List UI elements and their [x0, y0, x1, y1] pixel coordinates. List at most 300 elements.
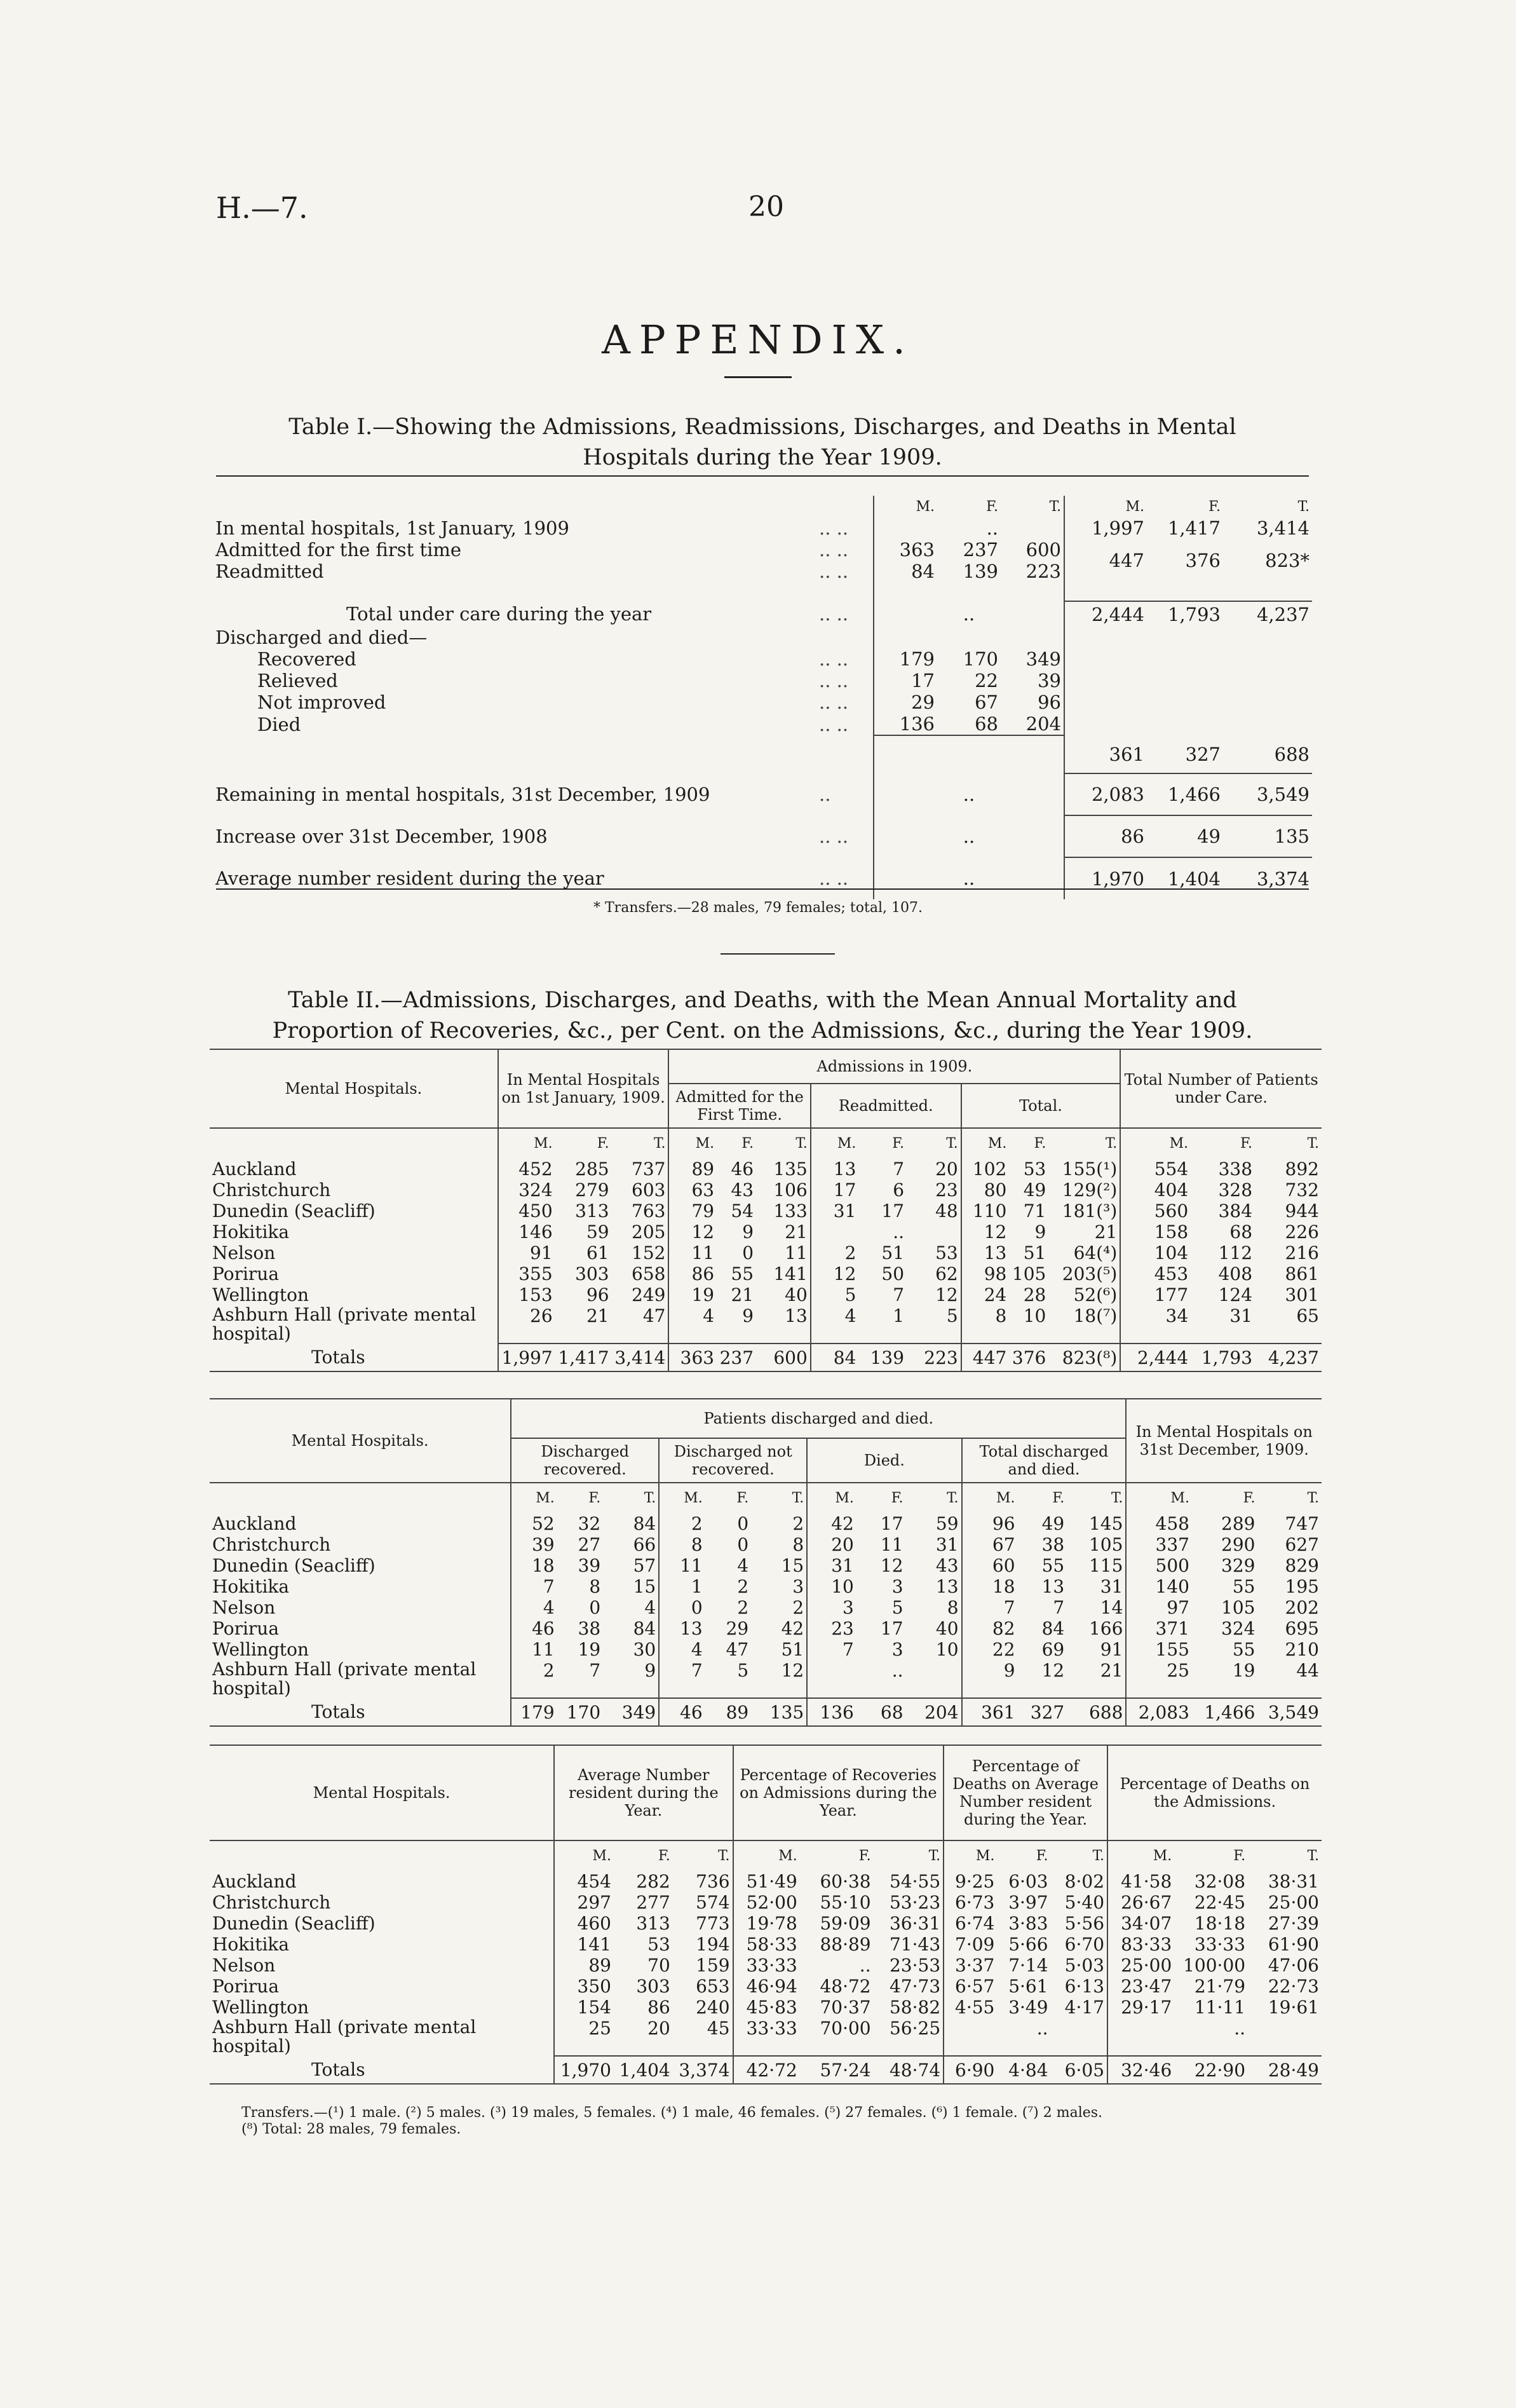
cell-value: 22·45	[1194, 1892, 1246, 1913]
cell-value: 10	[1023, 1305, 1046, 1326]
cell-value: 9	[603, 1660, 659, 1698]
cell-value: 944	[1285, 1201, 1319, 1221]
cell-value: 60·38	[820, 1871, 871, 1892]
cell-value: 25·00	[1121, 1955, 1172, 1976]
t1-col-f2: F.	[1208, 498, 1221, 515]
cell-value: 19	[1232, 1660, 1255, 1681]
cell-value: 13	[680, 1618, 703, 1639]
cell-value: 63	[691, 1180, 715, 1201]
t1-row-admitted: Admitted for the first time .. .. 363 237 600 447 376 823*	[215, 539, 1310, 571]
cell-value: 84	[1041, 1618, 1065, 1639]
cell-value: 1	[893, 1305, 905, 1326]
table1-caption	[191, 412, 1334, 473]
total-value: 22·90	[1174, 2056, 1248, 2084]
t2p3-h-prec: Percentage of Recoveries on Admissions during the Year.	[733, 1745, 944, 1840]
table2-footnotes	[241, 2105, 1102, 2138]
cell-value: 154	[577, 1997, 611, 2018]
cell-value: 58·33	[746, 1934, 797, 1955]
total-value: 363	[668, 1343, 717, 1371]
cell-value: 11	[532, 1639, 555, 1660]
table2-caption	[191, 985, 1334, 1046]
cell-value: 47	[612, 1305, 669, 1343]
cell-value: 5·66	[1008, 1934, 1048, 1955]
total-value: 1,997	[498, 1343, 555, 1371]
t1-row-died: Died .. .. 136 68 204	[213, 713, 1312, 735]
cell-value: 61	[586, 1242, 609, 1263]
cell-value: 124	[1218, 1284, 1253, 1305]
cell-value: 279	[575, 1180, 609, 1201]
cell-value: 313	[636, 1913, 670, 1934]
cell-value: 7	[589, 1660, 601, 1681]
cell-value: 658	[612, 1263, 669, 1284]
cell-value: 8	[589, 1576, 601, 1597]
mft-label: M.	[684, 1490, 703, 1506]
cell-value: 112	[1218, 1242, 1253, 1263]
cell-value: 40	[756, 1284, 811, 1305]
cell-value: 737	[612, 1159, 669, 1180]
t2p3-h-hospitals: Mental Hospitals.	[210, 1745, 554, 1840]
cell-value: 56·25	[874, 2018, 944, 2056]
total-value: 4·84	[997, 2056, 1050, 2084]
cell-value: 49	[1023, 1180, 1046, 1201]
cell-value: 46·94	[746, 1976, 797, 1997]
hospital-name: Auckland	[210, 1871, 554, 1892]
cell-value: 240	[673, 1997, 733, 2018]
mft-label: M.	[1153, 1848, 1172, 1864]
total-value: 1,417	[555, 1343, 612, 1371]
cell-value: 21·79	[1194, 1976, 1246, 1997]
cell-value: 31	[831, 1555, 854, 1576]
hospital-name: Hokitika	[210, 1576, 511, 1597]
cell-value: 2	[543, 1660, 555, 1681]
cell-value: 53	[907, 1242, 961, 1263]
cell-value: 574	[673, 1892, 733, 1913]
cell-value: 2	[751, 1513, 807, 1534]
cell-value: 313	[575, 1201, 609, 1221]
total-value: 447	[961, 1343, 1010, 1371]
cell-value: 106	[756, 1180, 811, 1201]
total-value: 57·24	[800, 2056, 874, 2084]
cell-value: 129(²)	[1048, 1180, 1120, 1201]
cell-value: 45	[673, 2018, 733, 2056]
cell-value: 4·55	[955, 1997, 995, 2018]
table1-footnote: * Transfers.—28 males, 79 females; total, 107.	[593, 900, 923, 916]
hospital-name: Wellington	[210, 1284, 498, 1305]
cell-value: 44	[1296, 1660, 1319, 1681]
table-row	[210, 1660, 1322, 1698]
cell-value: 7·14	[1008, 1955, 1048, 1976]
table-row	[210, 1913, 1322, 1934]
cell-value: 5	[844, 1284, 856, 1305]
cell-value: 23	[907, 1180, 961, 1201]
cell-value: 3·97	[1008, 1892, 1048, 1913]
cell-value: 653	[673, 1976, 733, 1997]
cell-value: 33·33	[746, 2018, 797, 2039]
total-value: 327	[1018, 1698, 1067, 1726]
page-title: APPENDIX.	[602, 316, 914, 363]
cell-value: 12	[907, 1284, 961, 1305]
mft-label: T.	[1307, 1490, 1319, 1506]
cell-value: 6·03	[1008, 1871, 1048, 1892]
hospital-name: Christchurch	[210, 1534, 511, 1555]
cell-value: 9	[742, 1305, 754, 1326]
cell-value: 70·37	[820, 1997, 871, 2018]
cell-value: 21	[756, 1221, 811, 1242]
cell-value: 1	[691, 1576, 703, 1597]
mft-label: M.	[835, 1490, 854, 1506]
cell-value: 46	[731, 1159, 754, 1180]
total-value: 32·46	[1107, 2056, 1174, 2084]
total-value: 1,793	[1191, 1343, 1255, 1371]
cell-value: 43	[731, 1180, 754, 1201]
cell-value: 18	[992, 1576, 1015, 1597]
cell-value: 453	[1154, 1263, 1189, 1284]
cell-value: 3	[891, 1576, 904, 1597]
cell-value: 328	[1218, 1180, 1253, 1201]
cell-value: 55	[1232, 1639, 1255, 1660]
t1-row-not-improved: Not improved .. .. 29 67 96	[213, 691, 1312, 713]
cell-value: 15	[603, 1576, 659, 1597]
cell-value	[1248, 2018, 1322, 2056]
cell-value: 59	[586, 1221, 609, 1242]
cell-value: 4	[844, 1305, 856, 1326]
cell-value: 324	[1221, 1618, 1255, 1639]
cell-value: 25	[1167, 1660, 1189, 1681]
page-number: 20	[748, 191, 784, 223]
cell-value: 27·39	[1268, 1913, 1319, 1934]
cell-value: 80	[984, 1180, 1007, 1201]
cell-value: 210	[1285, 1639, 1319, 1660]
cell-value: 627	[1285, 1534, 1319, 1555]
cell-value: 26	[530, 1305, 553, 1326]
cell-value: 408	[1218, 1263, 1253, 1284]
table2-part3	[210, 1745, 1322, 2085]
total-value: 3,414	[612, 1343, 669, 1371]
cell-value: 8	[751, 1534, 807, 1555]
cell-value: 24	[984, 1284, 1007, 1305]
cell-value: 96	[992, 1513, 1015, 1534]
cell-value: 100·00	[1183, 1955, 1246, 1976]
table-row	[210, 1513, 1322, 1534]
cell-value	[1107, 2018, 1174, 2056]
cell-value: 2	[737, 1576, 749, 1597]
mft-header-row	[210, 1840, 1322, 1871]
cell-value: 104	[1154, 1242, 1189, 1263]
mft-label: T.	[603, 1483, 659, 1513]
cell-value: 153	[518, 1284, 553, 1305]
cell-value: 105	[1067, 1534, 1126, 1555]
t1-row-remaining: Remaining in mental hospitals, 31st December, 1909 .. .. 2,083 1,466 3,549	[213, 773, 1312, 815]
t2p2-h-totdd: Total discharged and died.	[962, 1438, 1127, 1483]
mft-label: F.	[588, 1490, 601, 1506]
t2p1-h-jan: In Mental Hospitals on 1st January, 1909.	[498, 1049, 669, 1128]
cell-value: 52(⁶)	[1048, 1284, 1120, 1305]
cell-value: 5	[891, 1597, 904, 1618]
cell-value: 324	[518, 1180, 553, 1201]
table2-footnote-line2: (⁸) Total: 28 males, 79 females.	[241, 2121, 461, 2137]
cell-value: 6·70	[1051, 1934, 1107, 1955]
total-value: 68	[856, 1698, 906, 1726]
hospital-name: Dunedin (Seacliff)	[210, 1201, 498, 1221]
cell-value: 31	[833, 1201, 856, 1221]
cell-value: 53	[1023, 1159, 1046, 1180]
report-reference: H.—7.	[216, 191, 308, 225]
cell-value: 41·58	[1121, 1871, 1172, 1892]
table1-caption-line2: Hospitals during the Year 1909.	[583, 445, 942, 470]
mft-label: T.	[907, 1128, 961, 1159]
totals-label: Totals	[210, 2056, 554, 2084]
cell-value: 203(⁵)	[1048, 1263, 1120, 1284]
cell-value: 51	[1023, 1242, 1046, 1263]
cell-value: 4·17	[1051, 1997, 1107, 2018]
t2p3-h-avg: Average Number resident during the Year.	[554, 1745, 733, 1840]
total-value: 223	[907, 1343, 961, 1371]
cell-value: ..	[1036, 2018, 1048, 2039]
cell-value: 303	[636, 1976, 670, 1997]
cell-value: 14	[1067, 1597, 1126, 1618]
cell-value: 49	[1041, 1513, 1065, 1534]
cell-value: 55·10	[820, 1892, 871, 1913]
mft-label: M.	[536, 1490, 555, 1506]
total-value: 6·90	[944, 2056, 997, 2084]
cell-value: 70·00	[820, 2018, 871, 2039]
cell-value: 3·37	[955, 1955, 995, 1976]
cell-value: 146	[518, 1221, 553, 1242]
mft-label: T.	[1051, 1840, 1107, 1871]
cell-value: 21	[586, 1305, 609, 1326]
cell-value: 59	[906, 1513, 962, 1534]
mft-label: T.	[673, 1840, 733, 1871]
cell-value: 65	[1296, 1305, 1319, 1326]
cell-value: 89	[588, 1955, 611, 1976]
cell-value: 747	[1285, 1513, 1319, 1534]
table-row	[210, 1934, 1322, 1955]
cell-value: 5	[907, 1305, 961, 1343]
title-rule	[724, 376, 792, 378]
hospital-name: Ashburn Hall (private mental hospital)	[210, 1660, 511, 1698]
cell-value: 249	[612, 1284, 669, 1305]
t1-row-recovered: Recovered .. .. 179 170 349	[213, 648, 1312, 670]
cell-value: 355	[518, 1263, 553, 1284]
cell-value: 34·07	[1121, 1913, 1172, 1934]
cell-value: 277	[636, 1892, 670, 1913]
cell-value: 7	[543, 1576, 555, 1597]
cell-value: ..	[859, 1955, 871, 1976]
t1-col-t: T.	[1001, 496, 1064, 517]
cell-value: 51	[881, 1242, 905, 1263]
t1-row-increase: Increase over 31st December, 1908 .. .. .. 86 49 135	[213, 815, 1312, 857]
mft-label: F.	[1052, 1490, 1065, 1506]
cell-value: 6·74	[955, 1913, 995, 1934]
mft-header-row	[210, 1483, 1322, 1513]
cell-value: 8	[691, 1534, 703, 1555]
total-value: 84	[811, 1343, 859, 1371]
hospital-name: Hokitika	[210, 1934, 554, 1955]
cell-value: 12	[833, 1263, 856, 1284]
total-value: 1,404	[614, 2056, 673, 2084]
hospital-name: Ashburn Hall (private mental hospital)	[210, 2018, 554, 2056]
cell-value: 282	[636, 1871, 670, 1892]
cell-value: 13	[906, 1576, 962, 1597]
table-row	[210, 1305, 1322, 1343]
cell-value: 25	[588, 2018, 611, 2039]
cell-value: 695	[1285, 1618, 1319, 1639]
cell-value: 59·09	[820, 1913, 871, 1934]
t1-col-t2: T.	[1297, 498, 1310, 515]
total-value: 3,549	[1258, 1698, 1322, 1726]
cell-value: 5·56	[1051, 1913, 1107, 1934]
row-label: In mental hospitals, 1st January, 1909	[215, 517, 569, 539]
mft-label: T.	[612, 1128, 669, 1159]
cell-value	[1051, 2018, 1107, 2056]
table-row	[210, 1597, 1322, 1618]
table-row	[210, 1159, 1322, 1180]
table2-part1	[210, 1049, 1322, 1372]
cell-value: 66	[603, 1534, 659, 1555]
t1-row-total-care: Total under care during the year .. .. .. 2,444 1,793 4,237	[213, 601, 1312, 627]
total-value: 46	[659, 1698, 705, 1726]
cell-value: 50	[881, 1263, 905, 1284]
cell-value: 12	[984, 1221, 1007, 1242]
table-row	[210, 1180, 1322, 1201]
mft-header-row	[210, 1128, 1322, 1159]
cell-value: 603	[612, 1180, 669, 1201]
cell-value: 47·06	[1268, 1955, 1319, 1976]
cell-value: 105	[1012, 1263, 1046, 1284]
t2p1-h-hospitals: Mental Hospitals.	[210, 1049, 498, 1128]
cell-value: 338	[1218, 1159, 1253, 1180]
cell-value: 226	[1285, 1221, 1319, 1242]
cell-value: 452	[518, 1159, 553, 1180]
cell-value: 145	[1067, 1513, 1126, 1534]
t2p1-h-adm: Admissions in 1909.	[668, 1049, 1120, 1084]
cell-value: 135	[756, 1159, 811, 1180]
cell-value: 91	[530, 1242, 553, 1263]
cell-value: 58·82	[874, 1997, 944, 2018]
cell-value: 9	[742, 1221, 754, 1242]
table-row	[210, 1576, 1322, 1597]
cell-value: 15	[751, 1555, 807, 1576]
cell-value: 0	[691, 1597, 703, 1618]
cell-value: 23·47	[1121, 1976, 1172, 1997]
cell-value: 26·67	[1121, 1892, 1172, 1913]
t2p1-h-total: Total.	[961, 1084, 1121, 1128]
cell-value: 10	[906, 1639, 962, 1660]
cell-value: 115	[1067, 1555, 1126, 1576]
t1-col-m2: M.	[1125, 498, 1144, 515]
cell-value: 33·33	[746, 1955, 797, 1976]
hospital-name: Nelson	[210, 1955, 554, 1976]
total-value: 3,374	[673, 2056, 733, 2084]
table-row	[210, 1534, 1322, 1555]
t2p1-h-readm: Readmitted.	[811, 1084, 961, 1128]
cell-value	[944, 2018, 997, 2056]
cell-value: 84	[603, 1513, 659, 1534]
mft-label: M.	[837, 1136, 856, 1152]
cell-value: 560	[1154, 1201, 1189, 1221]
cell-value: 64(⁴)	[1048, 1242, 1120, 1263]
cell-value: 47·73	[874, 1976, 944, 1997]
cell-value: 105	[1221, 1597, 1255, 1618]
t2p1-h-care: Total Number of Patients under Care.	[1124, 1071, 1318, 1106]
cell-value: 54·55	[874, 1871, 944, 1892]
mft-label: F.	[658, 1848, 670, 1864]
cell-value: 11	[680, 1555, 703, 1576]
cell-value: 12	[691, 1221, 715, 1242]
cell-value: 329	[1221, 1555, 1255, 1576]
cell-value: 3·49	[1008, 1997, 1048, 2018]
total-value: 2,083	[1126, 1698, 1192, 1726]
table2-caption-line2: Proportion of Recoveries, &c., per Cent. on the Admissions, &c., during the Year 1909.	[272, 1018, 1253, 1044]
t2p2-h-died: Died.	[807, 1438, 961, 1483]
cell-value: 102	[972, 1159, 1007, 1180]
cell-value: 5·40	[1051, 1892, 1107, 1913]
cell-value: 8	[995, 1305, 1007, 1326]
total-value: 170	[557, 1698, 603, 1726]
mft-label: F.	[597, 1136, 609, 1152]
cell-value: 454	[577, 1871, 611, 1892]
hospital-name: Hokitika	[210, 1221, 498, 1242]
cell-value: 9	[1034, 1221, 1046, 1242]
cell-value: 53	[647, 1934, 670, 1955]
mft-label: F.	[1240, 1136, 1253, 1152]
section-divider	[721, 953, 835, 955]
cell-value: 8·02	[1051, 1871, 1107, 1892]
cell-value: 32·08	[1194, 1871, 1246, 1892]
cell-value: 53·23	[874, 1892, 944, 1913]
cell-value: 110	[972, 1201, 1007, 1221]
cell-value: 83·33	[1121, 1934, 1172, 1955]
cell-value: 36·31	[874, 1913, 944, 1934]
cell-value: 17	[833, 1180, 856, 1201]
mft-label: T.	[751, 1483, 807, 1513]
total-value: 204	[906, 1698, 962, 1726]
cell-value: 19·78	[746, 1913, 797, 1934]
cell-value: 155	[1155, 1639, 1189, 1660]
cell-value: 7	[1003, 1597, 1015, 1618]
cell-value: 62	[907, 1263, 961, 1284]
cell-value: 0	[737, 1534, 749, 1555]
cell-value: 34	[1165, 1305, 1189, 1326]
cell-value: 46	[532, 1618, 555, 1639]
cell-value: 3·83	[1008, 1913, 1048, 1934]
mft-label: M.	[1170, 1490, 1189, 1506]
cell-value: 31	[906, 1534, 962, 1555]
cell-value: 5·03	[1051, 1955, 1107, 1976]
cell-value: 6·13	[1051, 1976, 1107, 1997]
cell-value: 38	[578, 1618, 601, 1639]
cell-value: 25·00	[1268, 1892, 1319, 1913]
cell-value: 194	[673, 1934, 733, 1955]
cell-value: 337	[1155, 1534, 1189, 1555]
cell-value: 19	[578, 1639, 601, 1660]
cell-value: 13	[756, 1305, 811, 1343]
cell-value: 0	[737, 1513, 749, 1534]
total-value: 28·49	[1248, 2056, 1322, 2084]
cell-value: 195	[1285, 1576, 1319, 1597]
mft-label: F.	[1036, 1848, 1048, 1864]
cell-value: 4	[703, 1305, 715, 1326]
cell-value: 10	[831, 1576, 854, 1597]
table-row	[210, 1639, 1322, 1660]
cell-value: 86	[691, 1263, 715, 1284]
cell-value: 55	[731, 1263, 754, 1284]
cell-value: 0	[742, 1242, 754, 1263]
table2-footnote-line1: Transfers.—(¹) 1 male. (²) 5 males. (³) 19 males, 5 females. (⁴) 1 male, 46 females. (⁵) 27 females. (⁶) 1 female. (⁷) 2 males.	[241, 2105, 1103, 2121]
total-value: 600	[756, 1343, 811, 1371]
cell-value: 6	[893, 1180, 905, 1201]
mft-label: F.	[892, 1136, 905, 1152]
